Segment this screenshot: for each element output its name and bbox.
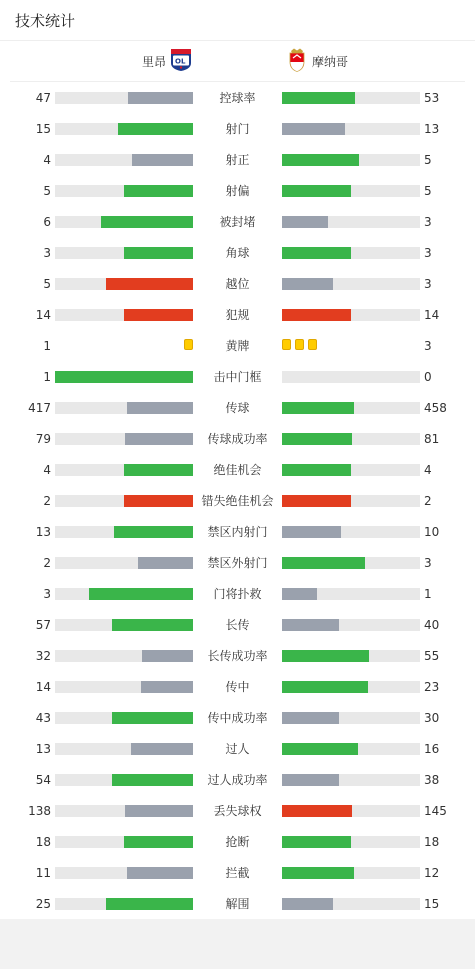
home-value: 79 — [35, 432, 51, 446]
home-value: 5 — [43, 277, 51, 291]
stat-row — [0, 640, 475, 671]
home-bar-track — [55, 309, 193, 321]
away-value: 5 — [424, 184, 432, 198]
away-value: 38 — [424, 773, 440, 787]
away-bar-fill — [282, 247, 351, 259]
home-bar-fill — [124, 185, 193, 197]
stat-row — [0, 299, 475, 330]
home-team[interactable] — [142, 41, 192, 81]
stat-row — [0, 82, 475, 113]
stat-row — [0, 733, 475, 764]
home-bar-track — [55, 526, 193, 538]
stat-row — [0, 175, 475, 206]
stat-row — [0, 113, 475, 144]
stat-label: 角球 — [225, 246, 250, 260]
home-bar-track — [55, 588, 193, 600]
away-value: 3 — [424, 246, 432, 260]
away-value: 1 — [424, 587, 432, 601]
yellow-card-icon — [184, 339, 193, 350]
away-bar-fill — [282, 185, 351, 197]
away-bar-track — [282, 371, 420, 383]
stat-label: 传中成功率 — [207, 711, 268, 725]
away-value: 55 — [424, 649, 440, 663]
stat-label: 拦截 — [225, 866, 250, 880]
home-bar-track — [55, 650, 193, 662]
home-value: 4 — [43, 463, 51, 477]
stat-row — [0, 609, 475, 640]
teams-row — [10, 41, 465, 82]
home-value: 47 — [35, 91, 51, 105]
away-bar-track — [282, 898, 420, 910]
home-bar-track — [55, 185, 193, 197]
stat-label: 传球成功率 — [207, 432, 268, 446]
stat-row — [0, 268, 475, 299]
stat-row — [0, 826, 475, 857]
home-bar-track — [55, 371, 193, 383]
away-bar-fill — [282, 867, 354, 879]
home-value: 13 — [35, 525, 51, 539]
home-bar-fill — [114, 526, 193, 538]
stat-row — [0, 547, 475, 578]
home-value: 32 — [35, 649, 51, 663]
away-bar-track — [282, 588, 420, 600]
home-value: 138 — [28, 804, 51, 818]
away-bar-fill — [282, 526, 341, 538]
away-value: 3 — [424, 277, 432, 291]
stat-label: 抢断 — [225, 835, 250, 849]
away-bar-track — [282, 836, 420, 848]
away-value: 13 — [424, 122, 440, 136]
away-value: 0 — [424, 370, 432, 384]
away-bar-fill — [282, 650, 369, 662]
home-bar-fill — [124, 495, 193, 507]
away-value: 458 — [424, 401, 447, 415]
home-value: 14 — [35, 680, 51, 694]
away-bar-fill — [282, 681, 368, 693]
home-bar-fill — [112, 774, 193, 786]
stat-row — [0, 485, 475, 516]
away-bar-track — [282, 123, 420, 135]
stat-label: 错失绝佳机会 — [201, 494, 274, 508]
away-bar-fill — [282, 309, 351, 321]
home-bar-fill — [112, 619, 193, 631]
away-value: 15 — [424, 897, 440, 911]
home-value: 11 — [35, 866, 51, 880]
home-value: 2 — [43, 556, 51, 570]
home-value: 6 — [43, 215, 51, 229]
away-value: 5 — [424, 153, 432, 167]
home-bar-fill — [118, 123, 193, 135]
away-team[interactable] — [288, 41, 348, 81]
home-bar-fill — [127, 402, 193, 414]
away-bar-fill — [282, 743, 358, 755]
away-value: 81 — [424, 432, 440, 446]
home-bar-fill — [101, 216, 193, 228]
away-bar-track — [282, 433, 420, 445]
away-bar-fill — [282, 402, 354, 414]
home-value: 13 — [35, 742, 51, 756]
home-bar-fill — [131, 743, 193, 755]
home-value: 57 — [35, 618, 51, 632]
stat-row — [0, 423, 475, 454]
stat-row — [0, 454, 475, 485]
away-bar-fill — [282, 588, 317, 600]
home-bar-track — [55, 92, 193, 104]
home-value: 14 — [35, 308, 51, 322]
home-bar-fill — [141, 681, 193, 693]
home-value: 2 — [43, 494, 51, 508]
away-bar-track — [282, 185, 420, 197]
stat-row — [0, 206, 475, 237]
home-bar-fill — [112, 712, 193, 724]
away-bar-fill — [282, 805, 352, 817]
yellow-card-icon — [295, 339, 304, 350]
stat-label: 传球 — [225, 401, 250, 415]
away-value: 3 — [424, 556, 432, 570]
home-value: 5 — [43, 184, 51, 198]
stat-label: 犯规 — [225, 308, 250, 322]
stat-label: 丢失球权 — [213, 804, 262, 818]
away-bar-fill — [282, 836, 351, 848]
home-value: 3 — [43, 246, 51, 260]
home-bar-track — [55, 619, 193, 631]
header — [0, 0, 475, 41]
stat-row — [0, 671, 475, 702]
home-bar-fill — [128, 92, 193, 104]
away-bar-track — [282, 526, 420, 538]
home-bar-fill — [138, 557, 193, 569]
stat-label: 绝佳机会 — [213, 463, 262, 477]
away-value: 30 — [424, 711, 440, 725]
away-value: 10 — [424, 525, 440, 539]
away-bar-track — [282, 247, 420, 259]
home-bar-track — [55, 433, 193, 445]
yellow-card-icon — [282, 339, 291, 350]
away-bar-track — [282, 464, 420, 476]
away-bar-fill — [282, 495, 351, 507]
home-bar-track — [55, 278, 193, 290]
home-bar-fill — [124, 247, 193, 259]
home-bar-track — [55, 867, 193, 879]
away-bar-fill — [282, 774, 339, 786]
home-bar-track — [55, 123, 193, 135]
home-bar-fill — [124, 464, 193, 476]
home-bar-track — [55, 681, 193, 693]
home-team-name: 里昂 — [142, 54, 167, 69]
lyon-logo-icon — [170, 48, 192, 75]
away-value: 4 — [424, 463, 432, 477]
stat-label: 击中门框 — [213, 370, 262, 384]
away-value: 23 — [424, 680, 440, 694]
away-value: 16 — [424, 742, 440, 756]
away-bar-track — [282, 92, 420, 104]
away-bar-track — [282, 867, 420, 879]
away-bar-track — [282, 154, 420, 166]
yellow-card-icon — [308, 339, 317, 350]
stat-row — [0, 764, 475, 795]
home-bar-track — [55, 247, 193, 259]
home-bar-fill — [106, 278, 193, 290]
stat-label: 射偏 — [225, 184, 250, 198]
stat-label: 射门 — [225, 122, 250, 136]
away-value: 3 — [424, 339, 432, 353]
away-bar-fill — [282, 433, 352, 445]
home-value: 4 — [43, 153, 51, 167]
away-bar-fill — [282, 154, 359, 166]
page-title: 技术统计 — [15, 11, 76, 30]
stat-label: 被封堵 — [219, 215, 256, 229]
stat-row — [0, 330, 475, 361]
stat-label: 长传成功率 — [207, 649, 268, 663]
home-bar-track — [55, 464, 193, 476]
home-bar-track — [55, 154, 193, 166]
stat-row — [0, 516, 475, 547]
stat-row — [0, 144, 475, 175]
away-bar-track — [282, 309, 420, 321]
home-value: 18 — [35, 835, 51, 849]
home-value: 1 — [43, 339, 51, 353]
away-bar-track — [282, 495, 420, 507]
home-bar-track — [55, 805, 193, 817]
home-bar-track — [55, 557, 193, 569]
home-bar-track — [55, 743, 193, 755]
stat-label: 禁区外射门 — [207, 556, 268, 570]
away-bar-track — [282, 712, 420, 724]
home-value: 43 — [35, 711, 51, 725]
home-value: 1 — [43, 370, 51, 384]
away-bar-track — [282, 619, 420, 631]
away-bar-track — [282, 557, 420, 569]
home-bar-track — [55, 774, 193, 786]
away-bar-fill — [282, 619, 339, 631]
away-yellow-cards — [282, 339, 321, 350]
away-bar-fill — [282, 712, 339, 724]
home-bar-track — [55, 495, 193, 507]
away-value: 3 — [424, 215, 432, 229]
stat-label: 黄牌 — [225, 339, 250, 353]
home-bar-fill — [127, 867, 193, 879]
away-bar-track — [282, 805, 420, 817]
stat-row — [0, 578, 475, 609]
away-bar-fill — [282, 464, 351, 476]
stat-label: 解围 — [225, 897, 250, 911]
home-bar-fill — [124, 309, 193, 321]
away-team-name: 摩纳哥 — [312, 54, 349, 69]
away-bar-track — [282, 278, 420, 290]
stat-row — [0, 795, 475, 826]
stat-label: 过人 — [225, 742, 250, 756]
home-bar-track — [55, 898, 193, 910]
home-value: 15 — [35, 122, 51, 136]
away-bar-track — [282, 402, 420, 414]
stat-row — [0, 237, 475, 268]
away-value: 145 — [424, 804, 447, 818]
home-value: 25 — [35, 897, 51, 911]
stat-row — [0, 888, 475, 919]
stat-label: 门将扑救 — [213, 587, 262, 601]
home-bar-fill — [125, 805, 193, 817]
home-bar-fill — [106, 898, 193, 910]
home-bar-fill — [124, 836, 193, 848]
away-bar-fill — [282, 92, 355, 104]
home-value: 54 — [35, 773, 51, 787]
away-value: 14 — [424, 308, 440, 322]
away-bar-fill — [282, 216, 328, 228]
away-bar-track — [282, 774, 420, 786]
home-bar-track — [55, 712, 193, 724]
away-bar-fill — [282, 898, 333, 910]
away-value: 40 — [424, 618, 440, 632]
home-bar-fill — [142, 650, 193, 662]
away-bar-fill — [282, 557, 365, 569]
away-value: 2 — [424, 494, 432, 508]
home-bar-fill — [55, 371, 193, 383]
stat-row — [0, 702, 475, 733]
monaco-logo-icon — [288, 48, 306, 75]
stat-label: 禁区内射门 — [207, 525, 268, 539]
stat-label: 过人成功率 — [207, 773, 268, 787]
stat-label: 传中 — [225, 680, 250, 694]
stats-list — [0, 82, 475, 919]
stat-label: 控球率 — [219, 91, 256, 105]
away-bar-fill — [282, 123, 345, 135]
svg-text:OL: OL — [175, 57, 186, 65]
away-value: 53 — [424, 91, 440, 105]
home-bar-fill — [132, 154, 193, 166]
stat-label: 越位 — [225, 277, 250, 291]
home-bar-fill — [89, 588, 193, 600]
home-bar-track — [55, 216, 193, 228]
home-bar-track — [55, 836, 193, 848]
away-value: 12 — [424, 866, 440, 880]
stat-label: 长传 — [225, 618, 250, 632]
stat-row — [0, 361, 475, 392]
away-bar-track — [282, 743, 420, 755]
home-value: 3 — [43, 587, 51, 601]
away-bar-track — [282, 681, 420, 693]
away-bar-track — [282, 650, 420, 662]
home-bar-fill — [125, 433, 193, 445]
stat-row — [0, 857, 475, 888]
stat-row — [0, 392, 475, 423]
away-bar-fill — [282, 278, 333, 290]
away-bar-track — [282, 216, 420, 228]
home-bar-track — [55, 402, 193, 414]
away-value: 18 — [424, 835, 440, 849]
home-value: 417 — [28, 401, 51, 415]
home-yellow-cards — [180, 339, 193, 350]
stat-label: 射正 — [225, 153, 250, 167]
